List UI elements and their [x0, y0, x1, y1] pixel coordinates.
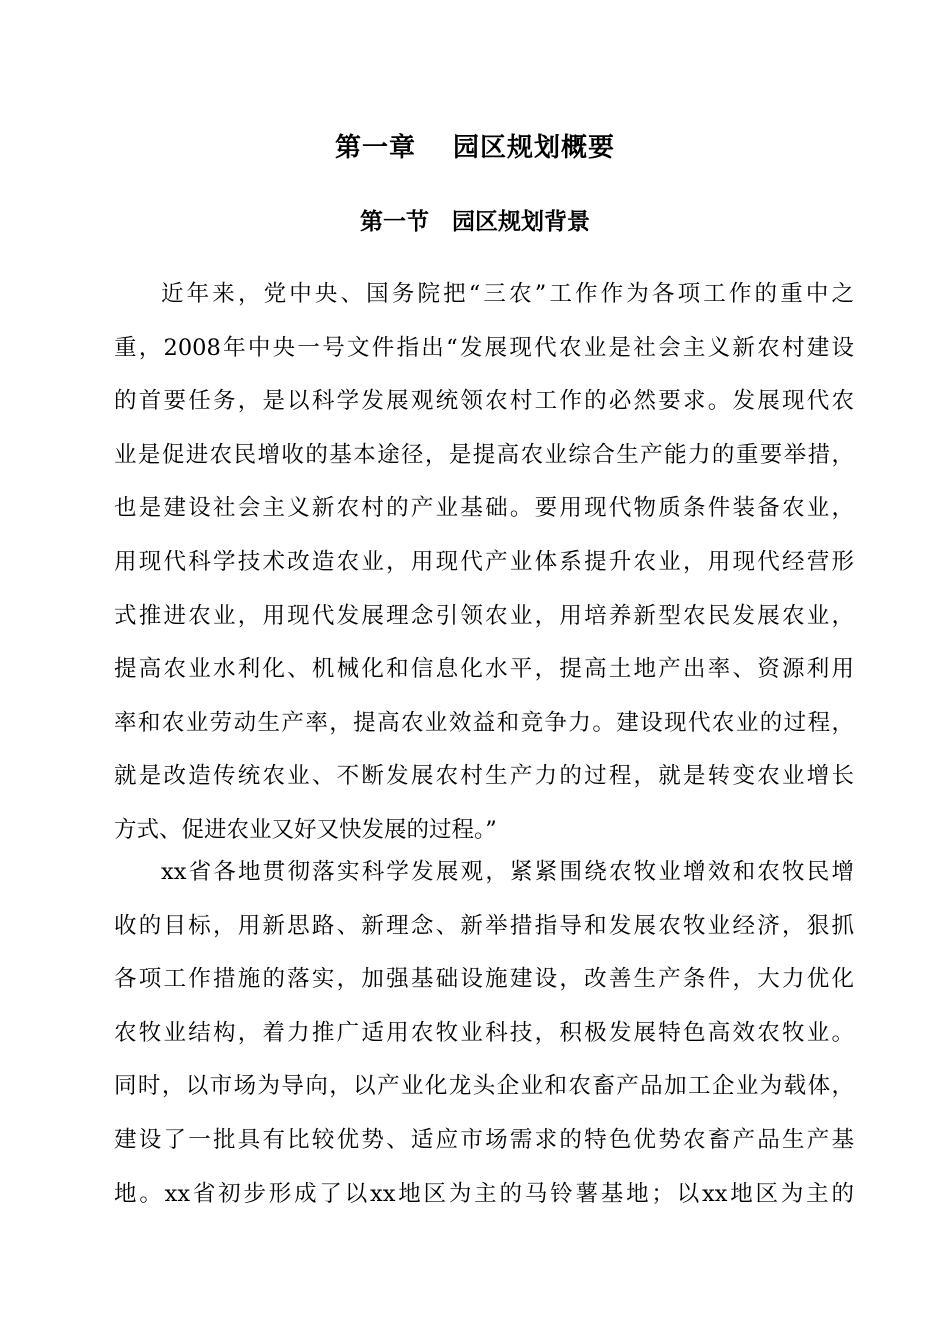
paragraph-line: 建设了一批具有比较优势、适应市场需求的特色优势农畜产品生产基: [114, 1126, 854, 1153]
paragraph-line: 用现代科学技术改造农业，用现代产业体系提升农业，用现代经营形: [114, 548, 854, 575]
paragraph-line: xx省各地贯彻落实科学发展观，紧紧围绕农牧业增效和农牧民增: [161, 859, 854, 885]
paragraph-line: 近年来，党中央、国务院把“三农”工作作为各项工作的重中之: [161, 281, 854, 307]
paragraph-line: 就是改造传统农业、不断发展农村生产力的过程，就是转变农业增长: [114, 763, 854, 790]
paragraph-line: 也是建设社会主义新农村的产业基础。要用现代物质条件装备农业，: [114, 495, 854, 522]
paragraph-line: 提高农业水利化、机械化和信息化水平，提高土地产出率、资源利用: [114, 656, 854, 683]
paragraph-line: 同时，以市场为导向，以产业化龙头企业和农畜产品加工企业为载体，: [114, 1073, 854, 1100]
paragraph-line: 各项工作措施的落实，加强基础设施建设，改善生产条件，大力优化: [114, 966, 854, 993]
paragraph-line: 农牧业结构，着力推广适用农牧业科技，积极发展特色高效农牧业。: [114, 1019, 854, 1046]
chapter-title: 第一章 园区规划概要: [334, 133, 616, 163]
paragraph-province: [114, 846, 854, 1221]
paragraph-line: 业是促进农民增收的基本途径，是提高农业综合生产能力的重要举措，: [114, 441, 854, 468]
paragraph-line: 收的目标，用新思路、新理念、新举措指导和发展农牧业经济，狠抓: [114, 912, 854, 939]
paragraph-background: [114, 268, 854, 858]
paragraph-line: 的首要任务，是以科学发展观统领农村工作的必然要求。发展现代农: [114, 388, 854, 415]
paragraph-line: 重，2008年中央一号文件指出“发展现代农业是社会主义新农村建设: [114, 334, 854, 361]
paragraph-line: 式推进农业，用现代发展理念引领农业，用培养新型农民发展农业，: [114, 602, 854, 629]
paragraph-line: 方式、促进农业又好又快发展的过程。”: [114, 816, 497, 843]
paragraph-line: 地。xx省初步形成了以xx地区为主的马铃薯基地；以xx地区为主的: [114, 1180, 854, 1207]
section-title: 第一节 园区规划背景: [360, 208, 590, 235]
paragraph-line: 率和农业劳动生产率，提高农业效益和竞争力。建设现代农业的过程，: [114, 709, 854, 736]
